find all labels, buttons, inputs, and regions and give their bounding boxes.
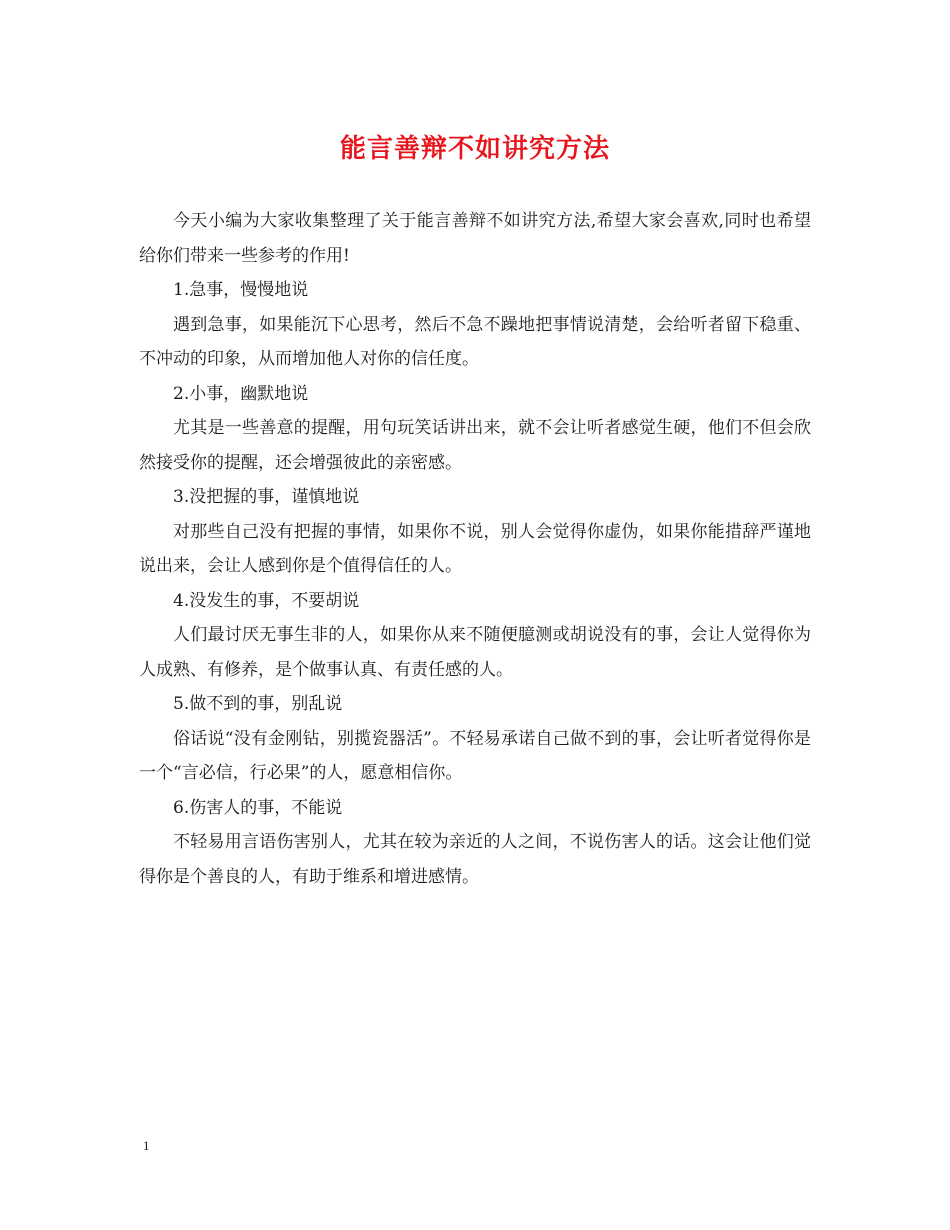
section-body-6: 不轻易用言语伤害别人，尤其在较为亲近的人之间，不说伤害人的话。这会让他们觉得你是个善良的人，有助于维系和增进感情。 <box>139 832 811 887</box>
section-heading-2: 2.小事，幽默地说 <box>173 383 309 404</box>
section-body-3: 对那些自己没有把握的事情，如果你不说，别人会觉得你虚伪，如果你能措辞严谨地说出来，会让人感到你是个值得信任的人。 <box>139 521 811 576</box>
section-body-1: 遇到急事，如果能沉下心思考，然后不急不躁地把事情说清楚，会给听者留下稳重、不冲动的印象，从而增加他人对你的信任度。 <box>139 314 811 369</box>
section-body-2: 尤其是一些善意的提醒，用句玩笑话讲出来，就不会让听者感觉生硬，他们不但会欣然接受你的提醒，还会增强彼此的亲密感。 <box>139 418 811 473</box>
section-heading-6: 6.伤害人的事，不能说 <box>173 797 343 818</box>
intro-paragraph: 今天小编为大家收集整理了关于能言善辩不如讲究方法,希望大家会喜欢,同时也希望给你们带来一些参考的作用! <box>139 211 811 266</box>
section-body-5: 俗话说“没有金刚钻，别揽瓷器活”。不轻易承诺自己做不到的事，会让听者觉得你是一个“言必信，行必果”的人，愿意相信你。 <box>139 728 811 783</box>
document-title: 能言善辩不如讲究方法 <box>339 134 610 164</box>
section-heading-3: 3.没把握的事，谨慎地说 <box>173 487 360 507</box>
document-body <box>139 204 811 894</box>
section-body-4: 人们最讨厌无事生非的人，如果你从来不随便臆测或胡说没有的事，会让人觉得你为人成熟、有修养，是个做事认真、有责任感的人。 <box>139 625 811 680</box>
section-heading-1: 1.急事，慢慢地说 <box>173 280 309 300</box>
section-heading-5: 5.做不到的事，别乱说 <box>173 694 343 714</box>
page-number: 1 <box>143 1138 150 1153</box>
section-heading-4: 4.没发生的事，不要胡说 <box>173 590 360 611</box>
